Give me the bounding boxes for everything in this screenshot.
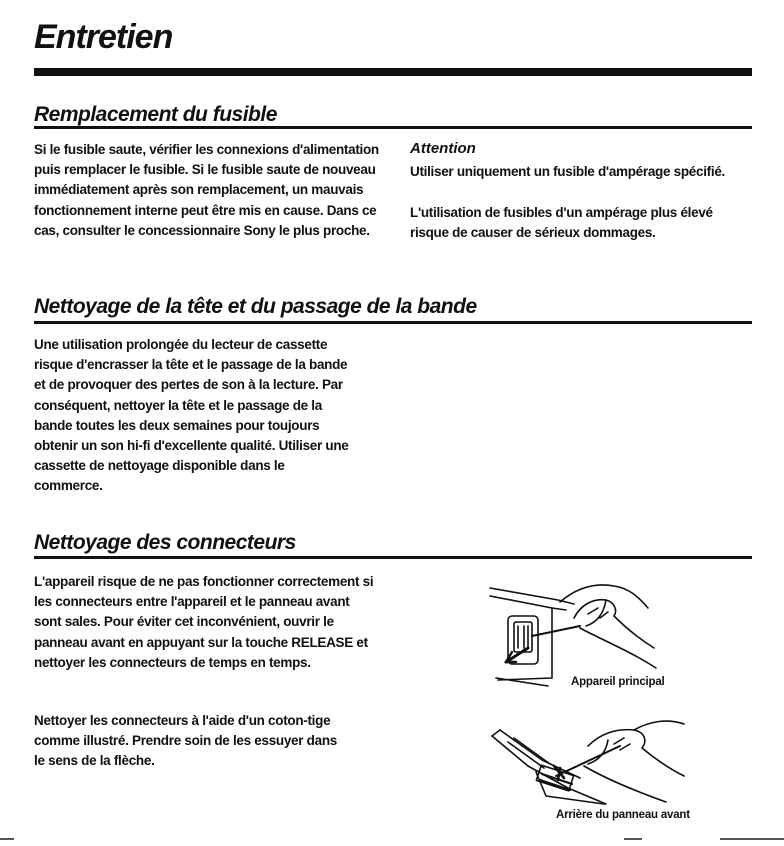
attention-body-2: L'utilisation de fusibles d'un ampérage plus élevé risque de causer de sérieux dommages. [410, 205, 713, 241]
connectors-body-1: L'appareil risque de ne pas fonctionner correctement si les connecteurs entre l'appareil et le panneau avant sont sales. Pour éviter cet inconvénient, ouvrir le panneau avant en appuyant sur la touche RELEASE et nettoyer les connecteurs de temps en temps. [34, 574, 374, 670]
attention-body-1: Utiliser uniquement un fusible d'ampérage spécifié. [410, 164, 725, 179]
front-panel-illustration [488, 716, 694, 808]
fuse-body: Si le fusible saute, vérifier les connexions d'alimentation puis remplacer le fusible. Si le fusible saute de nouveau immédiatement après son remplacement, un mauvais fonctionnement interne peut être mis en cause. Dans ce cas, consulter le concessionnaire Sony le plus proche. [34, 142, 379, 238]
section-rule-head [34, 321, 752, 324]
title-rule [34, 68, 752, 76]
page-edge-mark [624, 838, 642, 840]
page-edge-mark [720, 838, 784, 840]
page-edge-mark [0, 838, 14, 840]
head-body: Une utilisation prolongée du lecteur de cassette risque d'encrasser la tête et le passage de la bande et de provoquer des pertes de son à la lecture. Par conséquent, nettoyer la tête et le passage de la bande toutes les deux semaines pour toujours obtenir un son hi-fi d'excellente qualité. Utiliser une cassette de nettoyage disponible dans le commerce. [34, 337, 349, 494]
attention-heading: Attention [410, 140, 476, 157]
section-heading-head: Nettoyage de la tête et du passage de la bande [34, 295, 477, 318]
caption-front-panel: Arrière du panneau avant [556, 809, 690, 821]
connectors-body-2: Nettoyer les connecteurs à l'aide d'un coton-tige comme illustré. Prendre soin de les essuyer dans le sens de la flèche. [34, 713, 337, 769]
caption-main-unit: Appareil principal [571, 676, 665, 688]
page-title: Entretien [34, 18, 173, 56]
main-unit-illustration [488, 578, 658, 690]
section-rule-connectors [34, 556, 752, 559]
section-rule-fuse [34, 126, 752, 129]
section-heading-connectors: Nettoyage des connecteurs [34, 531, 296, 554]
section-heading-fuse: Remplacement du fusible [34, 103, 277, 126]
